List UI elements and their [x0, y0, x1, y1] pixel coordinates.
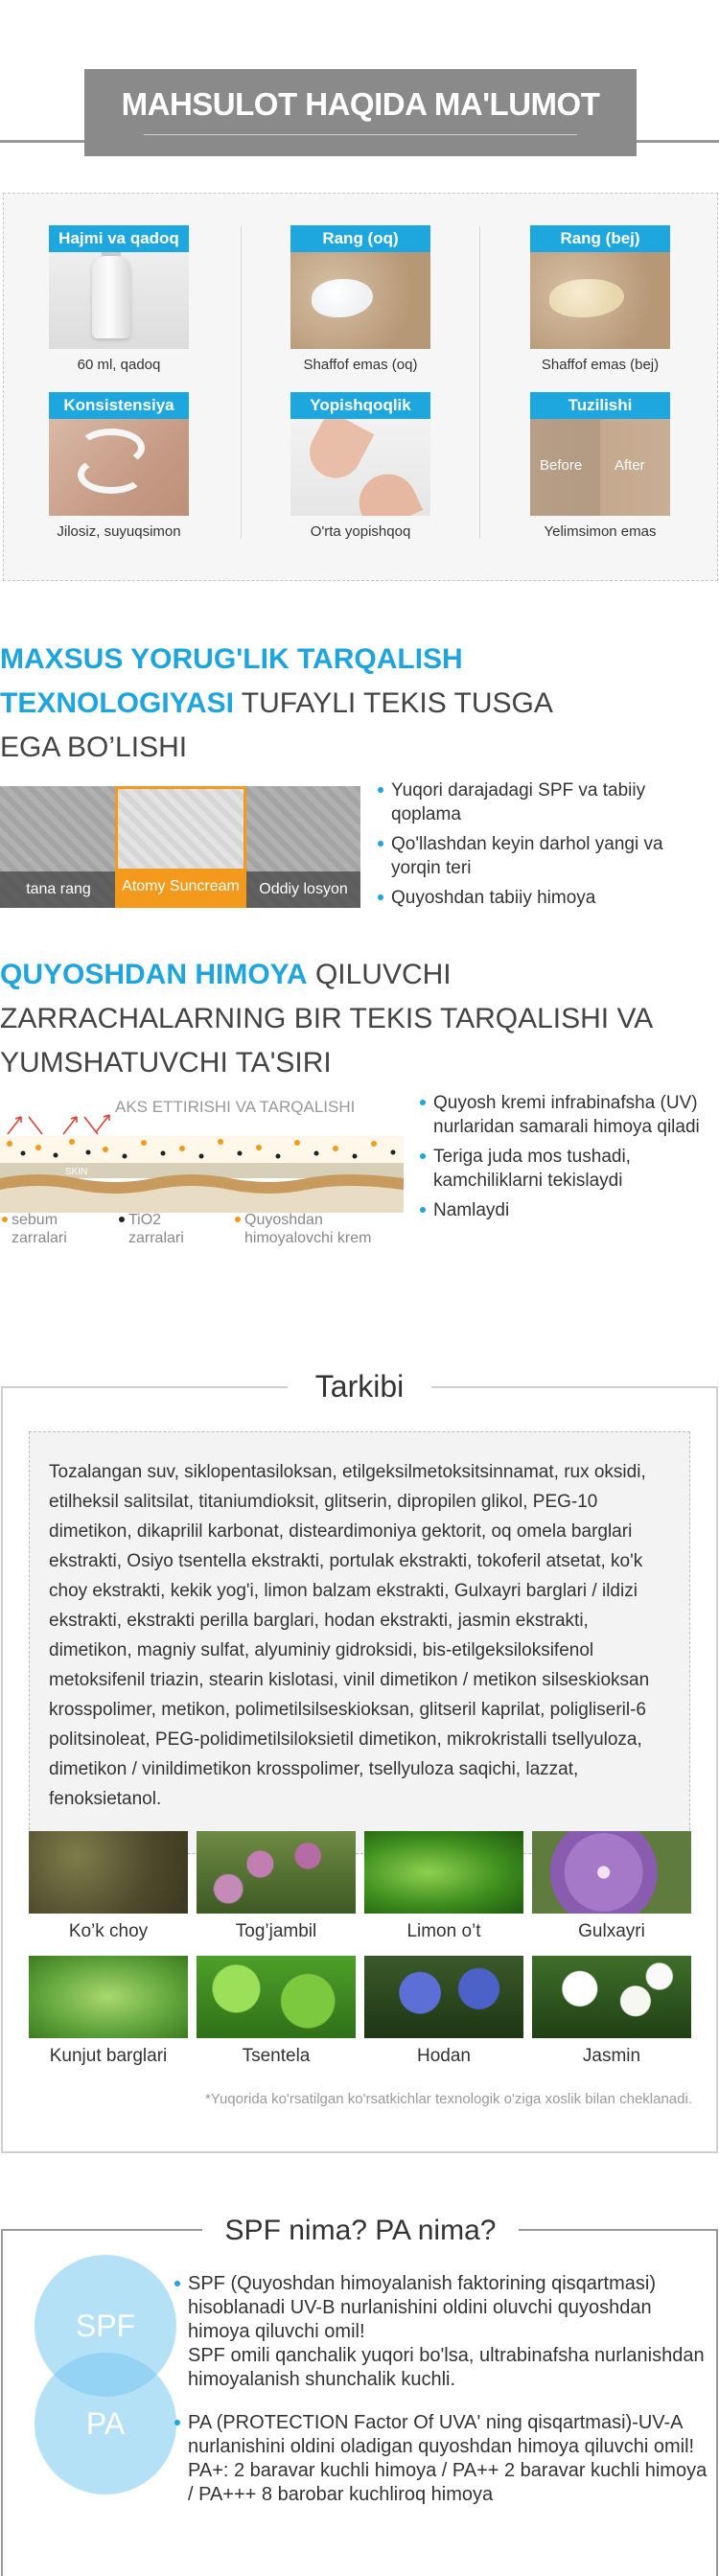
section2-heading-line3: YUMSHATUVCHI TA'SIRI	[0, 1047, 332, 1079]
pa-paragraph: PA (PROTECTION Factor Of UVA' ning qisqartmasi)-UV-A nurlanishini oldini oladigan quyoshdan himoya qiluvchi omil!	[174, 2411, 711, 2459]
herb-caption: Jasmin	[582, 2046, 641, 2066]
herb-caption: Hodan	[417, 2046, 471, 2066]
info-tab: Hajmi va qadoq	[49, 225, 189, 252]
herb-thyme	[197, 1831, 356, 1942]
thyme-image	[197, 1831, 356, 1914]
uv-arrows	[8, 1115, 109, 1134]
info-cell-stickiness	[290, 392, 430, 540]
info-caption: O'rta yopishqoq	[310, 523, 411, 540]
white-cream-swatch-image	[290, 252, 430, 349]
beige-cream-swatch-image	[530, 252, 670, 349]
ingredients-text-box	[29, 1431, 690, 1854]
info-tab: Konsistensiya	[49, 392, 189, 419]
sebum-dot-icon	[2, 1217, 8, 1222]
section2-heading-text: QILUVCHI	[307, 959, 452, 990]
comparison-panel	[246, 786, 360, 908]
diagram-label: AKS ETTIRISHI VA TARQALISHI	[115, 1098, 356, 1116]
jasmine-image	[532, 1956, 691, 2038]
header-underline	[144, 134, 577, 135]
info-tab: Tuzilishi	[530, 392, 670, 419]
bullet-item: Quyosh kremi infrabinafsha (UV) nurlaridan samarali himoya qiladi	[420, 1091, 712, 1139]
herb-mallow	[532, 1831, 691, 1942]
spf-description	[174, 2272, 711, 2507]
herb-caption: Ko’k choy	[68, 1921, 149, 1941]
info-tab: Yopishqoqlik	[290, 392, 430, 419]
skin-layer-diagram	[0, 1098, 404, 1213]
herb-green-tea	[29, 1831, 188, 1942]
tio2-dot-icon	[119, 1217, 125, 1222]
legend-label: Quyoshdan himoyalovchi krem	[244, 1212, 372, 1246]
panel-label: tana rang	[0, 871, 117, 908]
info-cell-color-white	[290, 225, 430, 373]
herb-caption: Tog’jambil	[235, 1921, 317, 1941]
section1-heading-line1	[0, 638, 719, 682]
info-caption: 60 ml, qadoq	[77, 357, 161, 373]
herb-jasmine	[532, 1956, 691, 2067]
herb-caption: Kunjut barglari	[49, 2046, 168, 2066]
comparison-panel-highlight	[115, 786, 246, 908]
before-label: Before	[540, 457, 583, 474]
herb-lemon-balm	[364, 1831, 523, 1942]
spf-circle: SPF	[35, 2255, 176, 2397]
info-divider	[241, 226, 242, 539]
info-divider	[479, 226, 480, 539]
info-caption: Yelimsimon emas	[544, 523, 657, 540]
green-tea-image	[29, 1831, 188, 1914]
section1-bullets	[378, 778, 713, 916]
info-cell-size	[49, 225, 189, 373]
section2-bullets	[420, 1091, 712, 1228]
borage-image	[364, 1956, 523, 2038]
section1-heading-blue: MAXSUS YORUG'LIK TARQALISH	[0, 643, 463, 675]
pa-circle: PA	[35, 2353, 176, 2495]
spf-paragraph: SPF (Quyoshdan himoyalanish faktorining qisqartmasi) hisoblanadi UV-B nurlanishini oldini oluvchi quyoshdan himoya qiluvchi omil!	[174, 2272, 711, 2344]
legend-label: TiO2 zarralari	[128, 1212, 184, 1246]
header-banner	[84, 69, 637, 156]
ingredients-title: Tarkibi	[288, 1365, 431, 1407]
cream-dot-icon	[235, 1217, 241, 1222]
light-spread-comparison	[0, 786, 360, 908]
herb-borage	[364, 1956, 523, 2067]
herb-caption: Gulxayri	[578, 1921, 645, 1941]
spf-title: SPF nima? PA nima?	[202, 2210, 519, 2252]
herb-centella	[197, 1956, 356, 2067]
info-caption: Jilosiz, suyuqsimon	[57, 523, 181, 540]
legend-label: sebum zarralari	[12, 1212, 67, 1246]
bullet-item: Quyoshdan tabiiy himoya	[378, 886, 713, 910]
lemon-balm-image	[364, 1831, 523, 1914]
perilla-image	[29, 1956, 188, 2038]
spf-paragraph: SPF omili qanchalik yuqori bo'lsa, ultrabinafsha nurlanishdan himoyalanish shunchalik kuchli.	[188, 2345, 705, 2390]
legend-tio2	[128, 1211, 196, 1247]
info-tab: Rang (bej)	[530, 225, 670, 252]
info-cell-consistency	[49, 392, 189, 540]
bullet-item: Teriga juda mos tushadi, kamchiliklarni tekislaydi	[420, 1145, 712, 1193]
section2-heading-line2: ZARRACHALARNING BIR TEKIS TARQALISHI VA	[0, 1003, 654, 1034]
bullet-item: Namlaydi	[420, 1198, 712, 1222]
bullet-item: Yuqori darajadagi SPF va tabiiy qoplama	[378, 778, 713, 826]
after-label: After	[615, 457, 645, 474]
legend-cream	[244, 1211, 407, 1247]
fingers-image	[290, 419, 430, 516]
comparison-panel	[0, 786, 117, 908]
ingredients-text: Tozalangan suv, siklopentasiloksan, etilgeksilmetoksitsinnamat, rux oksidi, etilheksil salitsilat, titaniumdioksit, glitserin, dipropilen glikol, PEG-10 dimetikon, dikaprilil karbonat, disteardimoniya gektorit, oq omela barglari ekstrakti, Osiyo tsentella ekstrakti, portulak ekstrakti, tokoferil atsetat, ko'k choy ekstrakti, kekik yog'i, limon balzam ekstrakti, Gulxayri barglari / ildizi ekstrakti, ekstrakti perilla barglari, hodan ekstrakti, jasmin ekstrakti, dimetikon, magniy sulfat, alyuminiy gidroksidi, bis-etilgeksiloksifenol metoksifenil triazin, stearin kislotasi, vinil dimetikon / metikon silseskioksan krosspolimer, metikon, polimetilsilseskioksan, glitseril kaprilat, poligliseril-6 politsinoleat, PEG-polidimetilsiloksietil dimetikon, mikrokristalli tsellyuloza, dimetikon / vinildimetikon krosspolimer, tsellyuloza saqichi, lazzat, fenoksietanol.	[49, 1462, 650, 1809]
section2-heading-blue: QUYOSHDAN HIMOYA	[0, 959, 308, 990]
section1-heading-line3: EGA BO’LISHI	[0, 731, 188, 763]
pa-paragraph: PA+: 2 baravar kuchli himoya / PA++ 2 baravar kuchli himoya / PA+++ 8 barobar kuchliroq himoya	[188, 2460, 707, 2505]
section1-heading-line2	[0, 682, 719, 726]
panel-label: Oddiy losyon	[246, 871, 360, 908]
section2-heading-line1	[0, 953, 719, 997]
mallow-image	[532, 1831, 691, 1914]
herb-caption: Tsentela	[242, 2046, 311, 2066]
skin-swirl-image	[49, 419, 189, 516]
info-cell-color-beige	[530, 225, 670, 373]
skin-base-layer	[0, 1186, 404, 1213]
before-after-image	[530, 419, 670, 516]
centella-image	[197, 1956, 356, 2038]
section1-heading-text: TUFAYLI TEKIS TUSGA	[233, 687, 553, 719]
info-caption: Shaffof emas (bej)	[541, 357, 660, 373]
legend-sebum	[12, 1211, 88, 1247]
info-cell-texture	[530, 392, 670, 540]
panel-label: Atomy Suncream	[118, 869, 244, 905]
info-tab: Rang (oq)	[290, 225, 430, 252]
skin-label: SKIN	[65, 1167, 88, 1177]
herb-caption: Limon o’t	[406, 1921, 481, 1941]
section1-heading-blue: TEXNOLOGIYASI	[0, 687, 234, 719]
disclaimer-note: *Yuqorida ko'rsatilgan ko'rsatkichlar texnologik o'ziga xoslik bilan cheklanadi.	[204, 2091, 692, 2107]
info-caption: Shaffof emas (oq)	[303, 357, 418, 373]
bottle-image	[49, 252, 189, 349]
bullet-item: Qo'llashdan keyin darhol yangi va yorqin teri	[378, 832, 713, 880]
page-title: MAHSULOT HAQIDA MA'LUMOT	[121, 86, 600, 122]
herb-perilla	[29, 1956, 188, 2067]
